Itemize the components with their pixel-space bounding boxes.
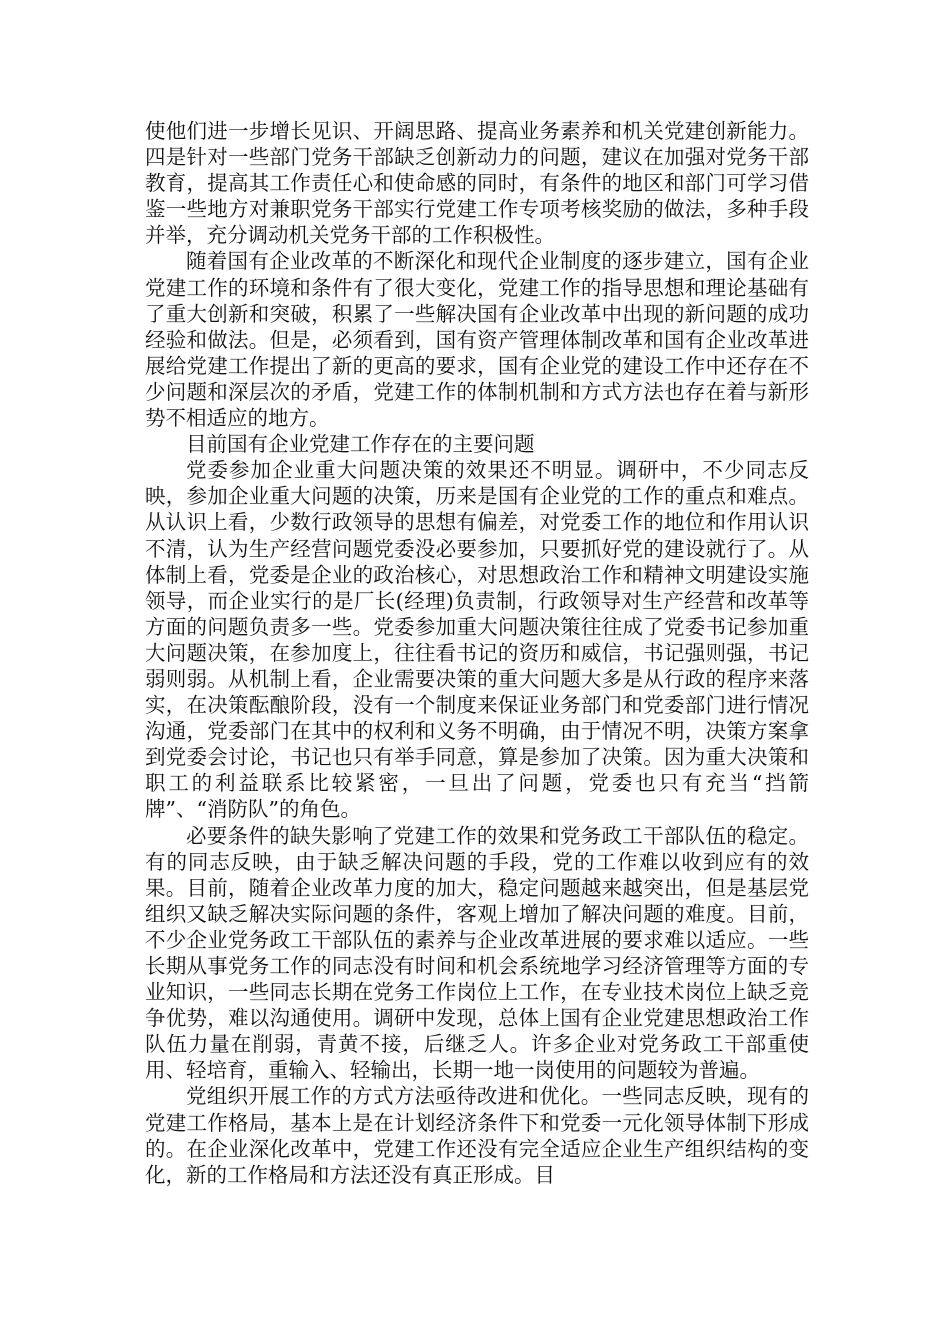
- document-page: [145, 118, 809, 1188]
- paragraph-continuation: 使他们进一步增长见识、开阔思路、提高业务素养和机关党建创新能力。四是针对一些部门党务干部缺乏创新动力的问题，建议在加强对党务干部教育，提高其工作责任心和使命感的同时，有条件的地区和部门可学习借鉴一些地方对兼职党务干部实行党建工作专项考核奖励的做法，多种手段并举，充分调动机关党务干部的工作积极性。: [145, 119, 809, 248]
- paragraph-decision-making: 党委参加企业重大问题决策的效果还不明显。调研中，不少同志反映，参加企业重大问题的决策，历来是国有企业党的工作的重点和难点。从认识上看，少数行政领导的思想有偏差，对党委工作的地位和作用认识不清，认为生产经营问题党委没必要参加，只要抓好党的建设就行了。从体制上看，党委是企业的政治核心，对思想政治工作和精神文明建设实施领导，而企业实行的是厂长(经理)负责制，行政领导对生产经营和改革等方面的问题负责多一些。党委参加重大问题决策往往成了党委书记参加重大问题决策，在参加度上，往往看书记的资历和威信，书记强则强，书记弱则弱。从机制上看，企业需要决策的重大问题大多是从行政的程序来落实，在决策酝酿阶段，没有一个制度来保证业务部门和党委部门进行情况沟通，党委部门在其中的权利和义务不明确，由于情况不明，决策方案拿到党委会讨论，书记也只有举手同意，算是参加了决策。因为重大决策和职工的利益联系比较紧密，一旦出了问题，党委也只有充当“挡箭牌”、“消防队”的角色。: [145, 458, 809, 822]
- paragraph-reform-background: 随着国有企业改革的不断深化和现代企业制度的逐步建立，国有企业党建工作的环境和条件有了很大变化，党建工作的指导思想和理论基础有了重大创新和突破，积累了一些解决国有企业改革中出现的新问题的成功经验和做法。但是，必须看到，国有资产管理体制改革和国有企业改革进展给党建工作提出了新的更高的要求，国有企业党的建设工作中还存在不少问题和深层次的矛盾，党建工作的体制机制和方式方法也存在着与新形势不相适应的地方。: [145, 249, 809, 431]
- paragraph-conditions: 必要条件的缺失影响了党建工作的效果和党务政工干部队伍的稳定。有的同志反映，由于缺乏解决问题的手段，党的工作难以收到应有的效果。目前，随着企业改革力度的加大，稳定问题越来越突出，但是基层党组织又缺乏解决实际问题的条件，客观上增加了解决问题的难度。目前，不少企业党务政工干部队伍的素养与企业改革进展的要求难以适应。一些长期从事党务工作的同志没有时间和机会系统地学习经济管理等方面的专业知识，一些同志长期在党务工作岗位上工作，在专业技术岗位上缺乏竞争优势，难以沟通使用。调研中发现，总体上国有企业党建思想政治工作队伍力量在削弱，青黄不接，后继乏人。许多企业对党务政工干部重使用、轻培育，重输入、轻输出，长期一地一岗使用的问题较为普遍。: [145, 823, 809, 1083]
- paragraph-methods: 党组织开展工作的方式方法亟待改进和优化。一些同志反映，现有的党建工作格局，基本上是在计划经济条件下和党委一元化领导体制下形成的。在企业深化改革中，党建工作还没有完全适应企业生产组织结构的变化，新的工作格局和方法还没有真正形成。目: [145, 1084, 809, 1187]
- section-heading: 目前国有企业党建工作存在的主要问题: [186, 432, 535, 457]
